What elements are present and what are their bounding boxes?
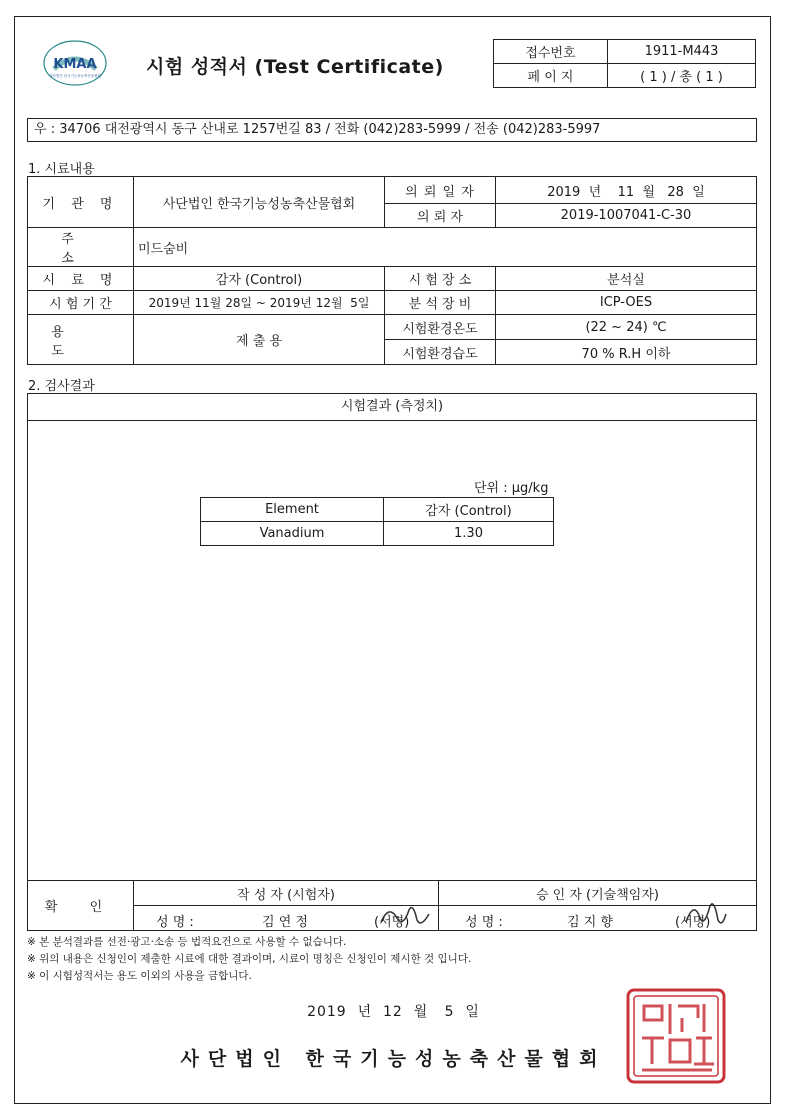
sample-value: 감자 (Control) — [134, 267, 385, 291]
result-cell-element: Vanadium — [201, 522, 384, 546]
approver-title: 승 인 자 (기술책임자) — [439, 881, 757, 906]
section2-heading: 2. 검사결과 — [28, 379, 95, 394]
requester-value: 2019-1007041-C-30 — [496, 204, 757, 228]
period-label: 시 험 기 간 — [28, 291, 134, 315]
logo-text: KMAA — [53, 57, 97, 72]
title-ko: 시험 성적서 — [146, 56, 248, 78]
unit-label: 단위 : μg/kg — [474, 481, 549, 496]
note-2: ※ 위의 내용은 신청인이 제출한 시료에 대한 결과이며, 시료이 명칭은 신청인이 제시한 것 입니다. — [27, 953, 472, 965]
issuing-organization: 사단법인 한국기능성농축산물협회 — [180, 1048, 607, 1070]
section1-heading: 1. 시료내용 — [28, 162, 95, 177]
approver-name-label: 성 명 : — [465, 915, 503, 930]
request-date-label: 의 뢰 일 자 — [385, 177, 496, 204]
test-place-value: 분석실 — [496, 267, 757, 291]
note-3: ※ 이 시험성적서는 용도 이외의 사용을 금합니다. — [27, 970, 252, 982]
writer-title: 작 성 자 (시험자) — [134, 881, 439, 906]
temp-value: (22 ~ 24) ℃ — [496, 315, 757, 340]
confirm-label: 확 인 — [28, 881, 134, 931]
receipt-value: 1911-M443 — [608, 40, 756, 64]
page-label: 페 이 지 — [494, 64, 608, 88]
result-title: 시험결과 (측정치) — [28, 394, 756, 421]
result-header-element: Element — [201, 498, 384, 522]
approver-signature-icon — [678, 898, 730, 932]
result-table — [200, 497, 554, 546]
equipment-value: ICP-OES — [496, 291, 757, 315]
page-value: ( 1 ) / 총 ( 1 ) — [608, 64, 756, 88]
title-en: (Test Certificate) — [254, 56, 444, 78]
requester-label: 의 뢰 자 — [385, 204, 496, 228]
kmaa-logo — [42, 39, 108, 87]
note-1: ※ 본 분석결과를 선전·광고·소송 등 법적요건으로 사용할 수 없습니다. — [27, 936, 347, 948]
approver-sign-mark: (서명) — [675, 915, 711, 930]
writer-signature-icon — [375, 900, 435, 932]
equipment-label: 분 석 장 비 — [385, 291, 496, 315]
result-header-sample: 감자 (Control) — [384, 498, 554, 522]
page-title — [146, 52, 444, 79]
address-value: 미드숨비 — [134, 228, 757, 267]
request-date-value: 2019 년 11 월 28 일 — [496, 177, 757, 204]
logo-subtext: 사단법인 한국기능성농축산물협회 — [49, 74, 101, 78]
receipt-label: 접수번호 — [494, 40, 608, 64]
receipt-table — [493, 39, 756, 88]
humidity-value: 70 % R.H 이하 — [496, 340, 757, 365]
writer-sign-mark: (서명) — [374, 915, 410, 930]
approver-name: 김 지 향 — [567, 915, 613, 930]
table-row — [201, 522, 554, 546]
result-box — [27, 393, 757, 881]
use-value: 제 출 용 — [134, 315, 385, 365]
writer-name-label: 성 명 : — [156, 915, 194, 930]
agency-value: 사단법인 한국기능성농축산물협회 — [134, 177, 385, 228]
official-seal-icon — [624, 986, 728, 1086]
humidity-label: 시험환경습도 — [385, 340, 496, 365]
test-place-label: 시 험 장 소 — [385, 267, 496, 291]
sample-info-table — [27, 176, 757, 365]
temp-label: 시험환경온도 — [385, 315, 496, 340]
address-label: 주 소 — [28, 228, 134, 267]
agency-label: 기 관 명 — [28, 177, 134, 228]
period-value: 2019년 11월 28일 ~ 2019년 12월 5일 — [134, 291, 385, 315]
issue-date: 2019 년 12 월 5 일 — [307, 1004, 480, 1020]
writer-name: 김 연 정 — [262, 915, 308, 930]
result-cell-value: 1.30 — [384, 522, 554, 546]
address-bar: 우 : 34706 대전광역시 동구 산내로 1257번길 83 / 전화 (042)283-5999 / 전송 (042)283-5997 — [27, 118, 757, 142]
sample-label: 시 료 명 — [28, 267, 134, 291]
use-label: 용 도 — [28, 315, 134, 365]
